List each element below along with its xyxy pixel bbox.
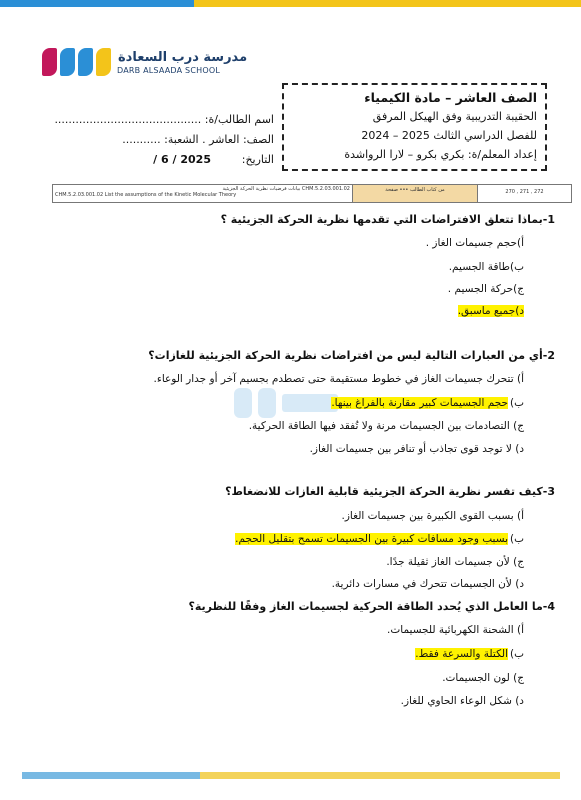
date-label: التاريخ: xyxy=(241,153,274,166)
student-name-field[interactable]: اسم الطالب/ة: .......................................... xyxy=(54,113,274,126)
question-1: 1-بماذا تتعلق الافتراضات التي تقدمها نظرية الحركة الجزيئية ؟ xyxy=(220,213,555,226)
school-name-ar: مدرسة درب السعادة xyxy=(118,50,248,65)
q3-option-c[interactable]: ج) لأن جسيمات الغاز ثقيلة جدًا. xyxy=(386,556,524,568)
q2-option-a[interactable]: أ) تتحرك جسيمات الغاز في خطوط مستقيمة حتى تصطدم بجسيم آخر أو جدار الوعاء. xyxy=(153,373,524,385)
strip-pages-text: 270 , 271 , 272 xyxy=(505,189,544,195)
q3-option-d[interactable]: د) لأن الجسيمات تتحرك في مسارات دائرية. xyxy=(331,578,524,590)
title-line-1: الصف العاشر – مادة الكيمياء xyxy=(364,90,537,105)
q1-option-b[interactable]: ب)طاقة الجسيم. xyxy=(448,261,524,273)
outcomes-strip xyxy=(52,184,572,203)
q2-option-c[interactable]: ج) التصادمات بين الجسيمات مرنة ولا تُفقد فيها الطاقة الحركية. xyxy=(248,420,524,432)
question-3: 3-كيف تفسر نظرية الحركة الجزيئية قابلية الغازات للانضغاط؟ xyxy=(225,485,555,498)
q1-option-c[interactable]: ج)حركة الجسيم . xyxy=(447,283,524,295)
q1-option-a[interactable]: أ)حجم جسيمات الغاز . xyxy=(425,237,524,249)
title-line-3: للفصل الدراسي الثالث 2025 – 2024 xyxy=(361,129,537,142)
q3-option-a[interactable]: أ) بسبب القوى الكبيرة بين جسيمات الغاز. xyxy=(341,510,524,522)
q4-option-b-prefix: ب) xyxy=(510,648,524,660)
class-section-field[interactable]: الصف: العاشر . الشعبة: ........... xyxy=(122,133,274,146)
q2-option-b-correct[interactable]: حجم الجسيمات كبير مقارنة بالفراغ بينها. xyxy=(331,397,508,409)
strip-book xyxy=(353,185,478,202)
top-bar-blue xyxy=(0,0,194,7)
top-bar-yellow xyxy=(194,0,581,7)
q4-option-a[interactable]: أ) الشحنة الكهربائية للجسيمات. xyxy=(387,624,524,636)
watermark-logo xyxy=(232,384,342,424)
school-name-en: DARB ALSAADA SCHOOL xyxy=(117,66,220,75)
q2-option-b-prefix: ب) xyxy=(510,397,524,409)
q3-option-b-prefix: ب) xyxy=(510,533,524,545)
q3-option-b-correct[interactable]: بسبب وجود مسافات كبيرة بين الجسيمات تسمح بتقليل الحجم. xyxy=(235,533,508,545)
q4-option-c[interactable]: ج) لون الجسيمات. xyxy=(442,672,524,684)
question-4: 4-ما العامل الذي يُحدد الطاقة الحركية لجسيمات الغاز وفقًا للنظرية؟ xyxy=(188,600,555,613)
q4-option-b-correct[interactable]: الكتلة والسرعة فقط. xyxy=(415,648,508,660)
strip-pages xyxy=(478,185,571,202)
strip-code-text: CHM.5.2.03.001.02 List the assumptions of the Kinetic Molecular Theory xyxy=(55,192,237,198)
title-box xyxy=(282,83,547,171)
strip-code xyxy=(53,185,353,202)
title-line-4: إعداد المعلم/ة: بكري بكرو – لارا الرواشدة xyxy=(344,148,537,161)
title-line-2: الحقيبة التدريبية وفق الهيكل المرفق xyxy=(372,110,537,123)
strip-book-text: من كتاب الطالب ••• صفحة xyxy=(385,187,445,193)
strip-standard: CHM.5.2.03.001.02 بيانات فرضيات نظرية الحركة الجزيئية xyxy=(222,186,350,192)
q2-option-d[interactable]: د) لا توجد قوى تجاذب أو تنافر بين جسيمات الغاز. xyxy=(309,443,524,455)
bottom-bar-blue xyxy=(22,772,200,779)
q1-option-d-correct[interactable]: د)جميع ماسبق. xyxy=(457,305,524,317)
q4-option-d[interactable]: د) شكل الوعاء الحاوي للغاز. xyxy=(400,695,524,707)
bottom-bar-yellow xyxy=(200,772,560,779)
question-2: 2-أي من العبارات التالية ليس من افتراضات نظرية الحركة الجزيئية للغازات؟ xyxy=(148,349,555,362)
date-value[interactable]: 2025 / 6 / xyxy=(153,153,211,166)
